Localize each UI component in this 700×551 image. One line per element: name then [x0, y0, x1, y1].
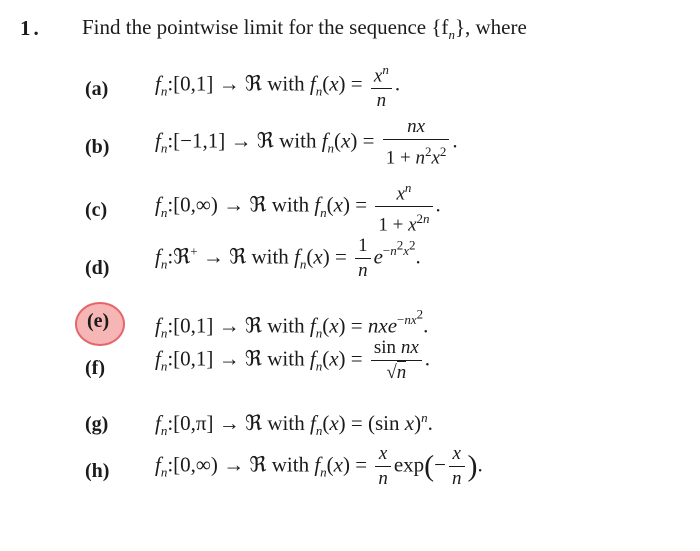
part-expression-g: $f_n:[0,\pi]$ → ℜ with $f_n(x) = (\sin$ x)$^n$.: [155, 410, 433, 439]
question-prompt: Find the pointwise limit for the sequence $\{f_n\}$, where: [82, 15, 527, 43]
part-label-a: (a): [85, 78, 109, 100]
part-expression-f: $f_n:[0,1]$ → ℜ with $f_n(x)$ = $\frac{\text{sin nx}}{√n}$ .: [155, 337, 430, 383]
part-expression-h: $f_n:[0,\infty)$ → ℜ with $f_n(x)$ = $\frac{x}{n}$ exp(− $\frac{x}{n}$ ).: [155, 443, 483, 489]
part-label-c: (c): [85, 199, 108, 221]
part-label-e: (e): [87, 310, 110, 332]
part-label-g: (g): [85, 413, 109, 435]
part-label-f: (f): [85, 357, 105, 379]
part-expression-b: $f_n:[-1,1]$ → ℜ with $f_n(x)$ = $\frac{nx}{1 + n^2x^2}$ .: [155, 116, 458, 169]
part-label-d: (d): [85, 257, 110, 279]
part-expression-c: $f_n:[0,\infty)$ → ℜ with $f_n(x)$ = $\frac{x^n}{1 + x^{2n}}$ .: [155, 176, 441, 238]
question-number: 1.: [20, 16, 42, 40]
part-expression-a: $f_n:[0,1]$ → ℜ with $f_n(x)$ = $\frac{x^n}{n}$ .: [155, 58, 400, 113]
part-expression-e: $f_n:[0,1]$ → ℜ with $f_n(x) = nxe^{-nx^2}$.: [155, 307, 429, 341]
part-expression-d: $f_n:ℜ^+$ → ℜ with $f_n(x)$ = $\frac{1}{n}$ $e^{-n^2x^2}$.: [155, 235, 421, 281]
part-label-b: (b): [85, 136, 110, 158]
part-label-h: (h): [85, 460, 110, 482]
